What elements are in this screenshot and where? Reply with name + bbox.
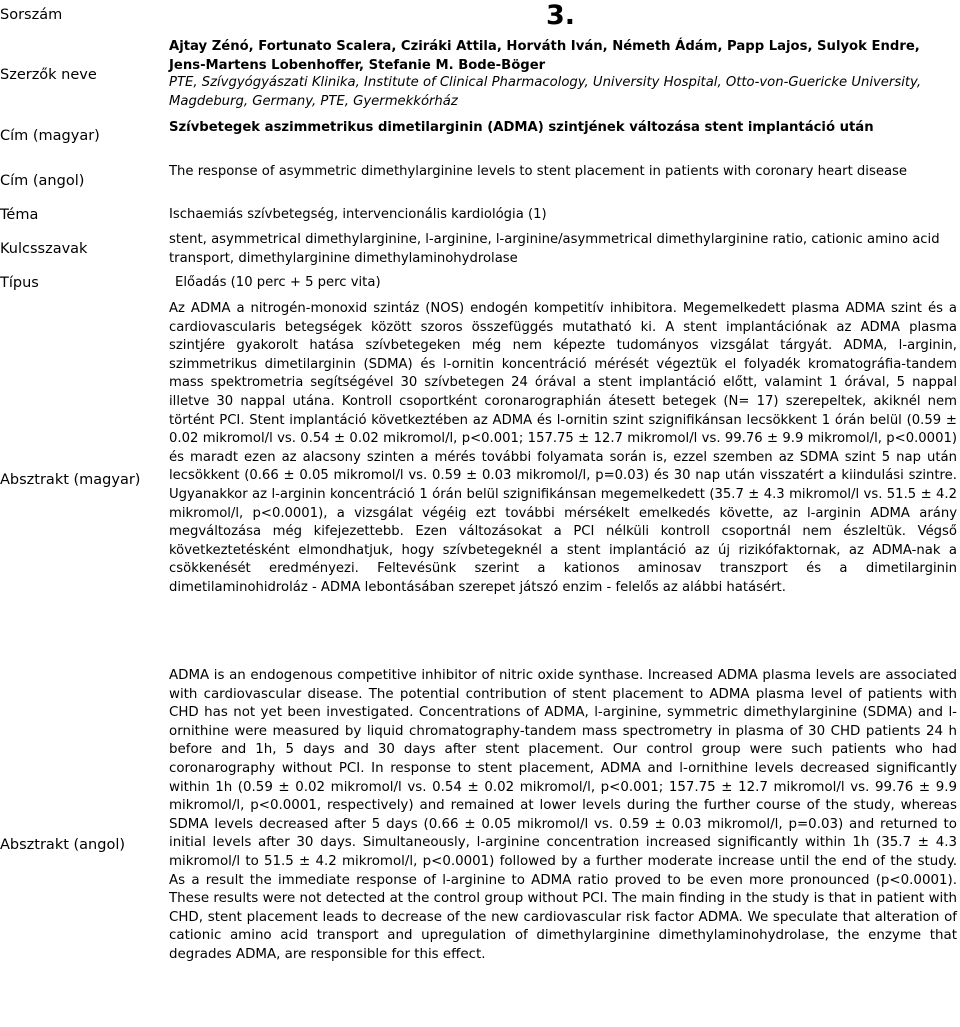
label-title-en: Cím (angol) [0, 173, 85, 189]
affiliation: PTE, Szívgyógyászati Klinika, Institute of Clinical Pharmacology, University Hospital, Otto-von-Guericke University, Magdeburg, Germany, PTE, Gyermekkórház [169, 75, 922, 109]
label-sorszam: Sorszám [0, 7, 63, 23]
label-type: Típus [0, 275, 39, 291]
label-abstract-hu: Absztrakt (magyar) [0, 472, 141, 488]
abstract-hu: Az ADMA a nitrogén-monoxid szintáz (NOS) endogén kompetitív inhibitora. Megemelkedett plasma ADMA szint és a cardiovascularis betegségek között szoros összefüggés mutatható ki. A stent implantációnak az ADMA plasma szintjére gyakorolt hatása szívbetegeken még nem képezte tudományos vizsgálat tárgyát. ADMA, l-arginin, szimmetrikus dimetilarginin (SDMA) és l-ornitin koncentráció mérését végeztük el folyadék kromatográfia-tandem mass spektrometria segítségével 30 szívbetegen 24 órával a stent implantáció előtt, valamint 1 órával, 5 nappal illetve 30 nappal utána. Kontroll csoportként coronarographián átesett betegek (N= 17) szerepeltek, akiknél nem történt PCI. Stent implantáció következtében az ADMA és l-ornitin szint szignifikánsan lecsökkent 1 órán belül (0.59 ± 0.02 mikromol/l vs. 0.54 ± 0.02 mikromol/l, p<0.001; 157.75 ± 12.7 mikromol/l vs. 99.76 ± 9.9 mikromol/l, p<0.0001) és maradt ezen az alacsony szinten a mérés további folyamata során is, ezzel szemben az SDMA szint 5 nap után lecsökkent (0.66 ± 0.05 mikromol/l vs. 0.59 ± 0.03 mikromol/l, p=0.03) és 30 nap után visszatért a kiindulási szintre. Ugyanakkor az l-arginin koncentráció 1 órán belül szignifikánsan megemelkedett (35.7 ± 4.3 mikromol/l vs. 51.5 ± 4.2 mikromol/l, p<0.0001), a vizsgálat végéig ezt további mérsékelt emelkedés követte, az l-arginin ADMA arány megváltozása még kifejezettebb. Ezen változásokat a PCI nélküli kontroll csoportnál nem észleltük. Végső következtetésként elmondhatjuk, hogy szívbetegeknél a stent implantáció az új rizikófaktornak, az ADMA-nak a csökkenését eredményezi. Feltevésünk szerint a kationos aminosav transzport és a dimetilarginin dimetilaminohidroláz - ADMA lebontásában szerepet játszó enzim - felelős az alábbi hatásért. [169, 301, 957, 595]
title-en: The response of asymmetric dimethylarginine levels to stent placement in patients with coronary heart disease [169, 164, 908, 179]
label-topic: Téma [0, 207, 39, 223]
label-title-hu: Cím (magyar) [0, 128, 100, 144]
presentation-type: Előadás (10 perc + 5 perc vita) [175, 275, 381, 290]
label-abstract-en: Absztrakt (angol) [0, 837, 126, 853]
authors: Ajtay Zénó, Fortunato Scalera, Cziráki Attila, Horváth Iván, Németh Ádám, Papp Lajos, Sulyok Endre, Jens-Martens Lobenhoffer, Stefanie M. Bode-Böger [169, 39, 920, 73]
keywords: stent, asymmetrical dimethylarginine, l-arginine, l-arginine/asymmetrical dimethylarginine ratio, cationic amino acid transport, dimethylarginine dimethylaminohydrolase [169, 232, 940, 266]
title-hu: Szívbetegek aszimmetrikus dimetilarginin (ADMA) szintjének változása stent implantáció után [169, 120, 874, 135]
entry-number: 3. [546, 0, 576, 31]
label-keywords: Kulcsszavak [0, 241, 88, 257]
topic: Ischaemiás szívbetegség, intervencionális kardiológia (1) [169, 207, 547, 222]
label-authors: Szerzők neve [0, 67, 97, 83]
abstract-en: ADMA is an endogenous competitive inhibitor of nitric oxide synthase. Increased ADMA plasma levels are associated with cardiovascular disease. The potential contribution of stent placement to ADMA plasma level of patients with CHD has not yet been investigated. Concentrations of ADMA, l-arginine, symmetric dimethylarginine (SDMA) and l-ornithine were measured by liquid chromatography-tandem mass spectrometry in plasma of 30 CHD patients 24 h before and 1h, 5 days and 30 days after stent placement. Our control group were such patients who had coronarography without PCI. In response to stent placement, ADMA and l-ornithine levels decreased significantly within 1h (0.59 ± 0.02 mikromol/l vs. 0.54 ± 0.02 mikromol/l, p<0.001; 157.75 ± 12.7 mikromol/l vs. 99.76 ± 9.9 mikromol/l, p<0.0001, respectively) and remained at lower levels during the further course of the study, whereas SDMA levels decreased after 5 days (0.66 ± 0.05 mikromol/l vs. 0.59 ± 0.03 mikromol/l, p=0.03) and returned to initial levels after 30 days. Simultaneously, l-arginine concentration increased significantly within 1h (35.7 ± 4.3 mikromol/l to 51.5 ± 4.2 mikromol/l, p<0.0001) followed by a further moderate increase until the end of the study. As a result the immediate response of l-arginine to ADMA ratio proved to be even more pronounced (p<0.0001). These results were not detected at the control group without PCI. The main finding in the study is that in patient with CHD, stent placement leads to decrease of the new cardiovascular risk factor ADMA. We speculate that alteration of cationic amino acid transport and upregulation of dimethylarginine dimethylaminohydrolase, the enzyme that degrades ADMA, are responsible for this effect. [169, 668, 957, 962]
